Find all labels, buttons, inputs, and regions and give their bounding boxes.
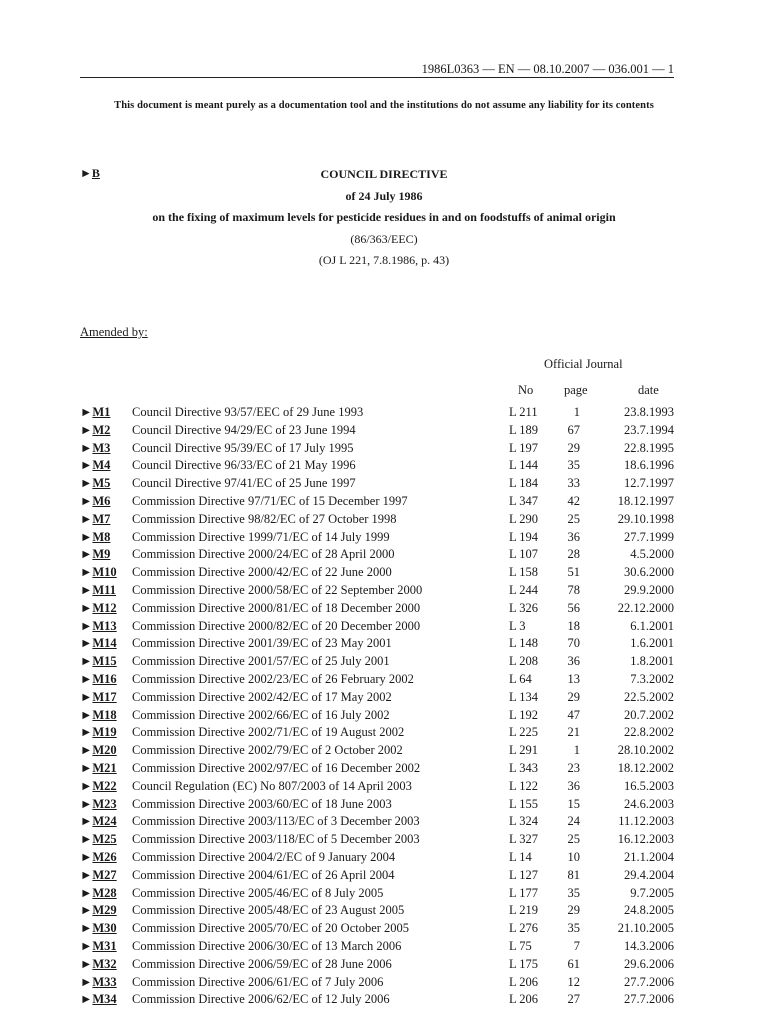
column-header-no: No (518, 383, 534, 397)
oj-page: 29 (567, 689, 580, 704)
oj-number: L 290 (509, 511, 539, 526)
oj-page: 35 (567, 921, 580, 936)
oj-date: 18.12.1997 (617, 493, 674, 508)
table-row (0, 511, 768, 529)
marker-arrow-icon: ► (80, 547, 93, 562)
oj-date: 6.1.2001 (630, 618, 674, 633)
amending-act: Commission Directive 2002/79/EC of 2 October 2002 (132, 743, 403, 758)
oj-date: 22.5.2002 (624, 689, 674, 704)
amending-act: Commission Directive 2000/24/EC of 28 April 2000 (132, 547, 395, 562)
table-row (0, 564, 768, 582)
amendment-code: M11 (92, 582, 116, 597)
oj-page: 51 (567, 565, 580, 580)
oj-page: 36 (567, 778, 580, 793)
amendment-marker-link[interactable] (80, 938, 117, 956)
table-row (0, 796, 768, 814)
amending-act: Commission Directive 2001/57/EC of 25 July 2001 (132, 654, 390, 669)
amendment-code: M6 (92, 493, 111, 508)
column-header-page: page (564, 383, 588, 397)
amendment-code: M26 (92, 849, 117, 864)
amendment-code: M17 (92, 689, 117, 704)
amending-act: Commission Directive 1999/71/EC of 14 July 1999 (132, 529, 390, 544)
amendment-code: M21 (92, 760, 117, 775)
amendment-marker-link[interactable] (80, 902, 117, 920)
marker-arrow-icon: ► (80, 974, 93, 989)
marker-arrow-icon: ► (80, 405, 93, 419)
act-oj-reference: (OJ L 221, 7.8.1986, p. 43) (318, 253, 450, 267)
table-row (0, 707, 768, 725)
table-row (0, 885, 768, 903)
amending-act: Commission Directive 2006/62/EC of 12 July 2006 (132, 992, 390, 1007)
table-row (0, 404, 768, 422)
oj-number: L 177 (509, 885, 539, 900)
oj-page: 25 (567, 511, 580, 526)
amendment-marker-link[interactable] (80, 653, 117, 671)
oj-page: 70 (567, 636, 580, 651)
amendment-code: M7 (92, 511, 111, 526)
oj-number: L 206 (509, 974, 539, 989)
amending-act: Commission Directive 2006/30/EC of 13 March 2006 (132, 938, 402, 953)
amending-act: Commission Directive 2002/42/EC of 17 May 2002 (132, 689, 392, 704)
table-row (0, 991, 768, 1009)
oj-date: 4.5.2000 (630, 547, 674, 562)
table-row (0, 671, 768, 689)
oj-number: L 326 (509, 600, 539, 615)
oj-date: 29.10.1998 (617, 511, 674, 526)
oj-page: 10 (567, 849, 580, 864)
amendment-code: M13 (92, 618, 117, 633)
table-row (0, 618, 768, 636)
oj-page: 1 (573, 405, 580, 419)
oj-date: 16.12.2003 (617, 832, 674, 847)
marker-arrow-icon: ► (80, 903, 93, 918)
oj-date: 30.6.2000 (624, 565, 674, 580)
oj-date: 29.9.2000 (624, 582, 674, 597)
amending-act: Council Directive 93/57/EEC of 29 June 1993 (132, 405, 364, 419)
oj-date: 27.7.1999 (624, 529, 674, 544)
act-type: COUNCIL DIRECTIVE (320, 167, 448, 181)
oj-page: 21 (567, 725, 580, 740)
amending-act: Commission Directive 2001/39/EC of 23 May 2001 (132, 636, 392, 651)
amending-act: Commission Directive 2006/61/EC of 7 July 2006 (132, 974, 384, 989)
oj-page: 28 (567, 547, 580, 562)
amendment-marker-link[interactable] (80, 991, 117, 1009)
amendment-marker-link[interactable] (80, 974, 117, 992)
document-reference: 1986L0363 — EN — 08.10.2007 — 036.001 — 1 (421, 62, 674, 76)
table-row (0, 831, 768, 849)
oj-number: L 276 (509, 921, 539, 936)
amending-act: Commission Directive 2003/118/EC of 5 December 2003 (132, 832, 420, 847)
marker-arrow-icon: ► (80, 166, 92, 180)
amendment-code: M9 (92, 547, 111, 562)
oj-date: 18.12.2002 (617, 760, 674, 775)
marker-arrow-icon: ► (80, 689, 93, 704)
table-row (0, 582, 768, 600)
marker-arrow-icon: ► (80, 760, 93, 775)
amendment-marker-link[interactable] (80, 956, 117, 974)
table-row (0, 742, 768, 760)
amendment-code: M30 (92, 921, 117, 936)
oj-page: 35 (567, 885, 580, 900)
marker-arrow-icon: ► (80, 636, 93, 651)
oj-number: L 189 (509, 422, 539, 437)
oj-number: L 155 (509, 796, 539, 811)
amendment-marker-link[interactable] (80, 831, 117, 849)
amendment-marker-link[interactable] (80, 742, 117, 760)
amendment-code: M31 (92, 938, 117, 953)
table-row (0, 422, 768, 440)
oj-date: 27.7.2006 (624, 974, 674, 989)
oj-number: L 324 (509, 814, 539, 829)
marker-arrow-icon: ► (80, 778, 93, 793)
marker-arrow-icon: ► (80, 921, 93, 936)
amendment-marker-link[interactable] (80, 440, 110, 458)
header-divider (80, 77, 674, 78)
amendment-code: M20 (92, 743, 117, 758)
oj-date: 29.6.2006 (624, 956, 674, 971)
amendment-marker-link[interactable] (80, 511, 110, 529)
oj-number: L 75 (509, 938, 532, 953)
table-row (0, 724, 768, 742)
marker-arrow-icon: ► (80, 671, 93, 686)
oj-date: 28.10.2002 (617, 743, 674, 758)
amending-act: Commission Directive 98/82/EC of 27 October 1998 (132, 511, 397, 526)
oj-date: 12.7.1997 (624, 476, 674, 491)
amending-act: Commission Directive 2005/48/EC of 23 August 2005 (132, 903, 405, 918)
amendment-marker-link[interactable] (80, 582, 116, 600)
amendment-marker-link[interactable] (80, 920, 117, 938)
amendment-marker-link[interactable] (80, 422, 110, 440)
table-row (0, 938, 768, 956)
oj-number: L 192 (509, 707, 539, 722)
amending-act: Commission Directive 2000/82/EC of 20 December 2000 (132, 618, 421, 633)
amendment-marker-link[interactable] (80, 707, 117, 725)
amendment-marker-link[interactable] (80, 564, 117, 582)
oj-date: 24.8.2005 (624, 903, 674, 918)
act-subject: on the fixing of maximum levels for pesticide residues in and on foodstuffs of animal origin (152, 210, 616, 224)
amendment-marker-link[interactable] (80, 404, 110, 422)
oj-date: 27.7.2006 (624, 992, 674, 1007)
oj-number: L 134 (509, 689, 539, 704)
amendment-marker-link[interactable] (80, 796, 117, 814)
oj-date: 7.3.2002 (630, 671, 674, 686)
table-row (0, 546, 768, 564)
amendment-marker-link[interactable] (80, 689, 117, 707)
amending-act: Commission Directive 2003/60/EC of 18 June 2003 (132, 796, 392, 811)
amendment-code: M14 (92, 636, 117, 651)
oj-date: 9.7.2005 (630, 885, 674, 900)
oj-number: L 343 (509, 760, 539, 775)
amending-act: Commission Directive 2002/66/EC of 16 July 2002 (132, 707, 390, 722)
amending-act: Commission Directive 2003/113/EC of 3 December 2003 (132, 814, 420, 829)
oj-date: 23.7.1994 (624, 422, 674, 437)
oj-page: 36 (567, 529, 580, 544)
marker-code: B (91, 166, 100, 180)
table-row (0, 778, 768, 796)
amending-act: Commission Directive 2006/59/EC of 28 June 2006 (132, 956, 392, 971)
marker-arrow-icon: ► (80, 938, 93, 953)
oj-number: L 14 (509, 849, 532, 864)
amendment-code: M27 (92, 867, 117, 882)
oj-number: L 211 (509, 405, 538, 419)
marker-arrow-icon: ► (80, 956, 93, 971)
table-row (0, 493, 768, 511)
amendment-code: M8 (92, 529, 111, 544)
amendment-marker-link[interactable] (80, 457, 110, 475)
amendment-marker-link[interactable] (80, 867, 117, 885)
amendment-code: M5 (92, 476, 111, 491)
oj-page: 1 (573, 743, 580, 758)
table-row (0, 920, 768, 938)
table-row (0, 974, 768, 992)
amendment-marker-link[interactable] (80, 546, 110, 564)
oj-number: L 122 (509, 778, 539, 793)
marker-arrow-icon: ► (80, 600, 93, 615)
amending-act: Commission Directive 2000/58/EC of 22 September 2000 (132, 582, 423, 597)
oj-number: L 291 (509, 743, 539, 758)
marker-arrow-icon: ► (80, 832, 93, 847)
oj-page: 67 (567, 422, 580, 437)
oj-page: 47 (567, 707, 580, 722)
oj-page: 23 (567, 760, 580, 775)
amending-act: Commission Directive 2002/71/EC of 19 August 2002 (132, 725, 405, 740)
amending-act: Council Regulation (EC) No 807/2003 of 14 April 2003 (132, 778, 412, 793)
oj-page: 33 (567, 476, 580, 491)
oj-date: 21.10.2005 (617, 921, 674, 936)
oj-page: 25 (567, 832, 580, 847)
amendment-code: M3 (92, 440, 111, 455)
amendment-code: M29 (92, 903, 117, 918)
amendment-code: M34 (92, 992, 117, 1007)
oj-date: 21.1.2004 (624, 849, 674, 864)
oj-number: L 327 (509, 832, 539, 847)
marker-arrow-icon: ► (80, 867, 93, 882)
amendment-code: M15 (92, 654, 117, 669)
oj-page: 78 (567, 582, 580, 597)
marker-arrow-icon: ► (80, 493, 93, 508)
marker-arrow-icon: ► (80, 565, 93, 580)
oj-date: 23.8.1993 (624, 405, 674, 419)
amendment-marker-link[interactable] (80, 671, 117, 689)
amending-act: Commission Directive 2002/97/EC of 16 December 2002 (132, 760, 421, 775)
amendment-marker-link[interactable] (80, 885, 117, 903)
disclaimer: This document is meant purely as a documentation tool and the institutions do not assume any liability for its contents (114, 100, 654, 111)
official-journal-heading: Official Journal (544, 357, 623, 371)
amendment-marker-link[interactable] (80, 600, 117, 618)
amending-act: Commission Directive 2002/23/EC of 26 February 2002 (132, 671, 414, 686)
oj-page: 35 (567, 458, 580, 473)
oj-number: L 225 (509, 725, 539, 740)
amendment-code: M25 (92, 832, 117, 847)
oj-number: L 158 (509, 565, 539, 580)
amendment-code: M2 (92, 422, 111, 437)
amending-act: Commission Directive 97/71/EC of 15 December 1997 (132, 493, 408, 508)
oj-number: L 206 (509, 992, 539, 1007)
marker-arrow-icon: ► (80, 796, 93, 811)
table-row (0, 653, 768, 671)
oj-page: 24 (567, 814, 580, 829)
table-row (0, 689, 768, 707)
marker-arrow-icon: ► (80, 440, 93, 455)
oj-page: 36 (567, 654, 580, 669)
amendment-code: M12 (92, 600, 117, 615)
oj-number: L 347 (509, 493, 539, 508)
marker-arrow-icon: ► (80, 458, 93, 473)
amending-act: Commission Directive 2004/61/EC of 26 April 2004 (132, 867, 395, 882)
table-row (0, 440, 768, 458)
amendment-code: M16 (92, 671, 117, 686)
column-header-date: date (638, 383, 659, 397)
amending-act: Commission Directive 2005/70/EC of 20 October 2005 (132, 921, 410, 936)
amending-act: Commission Directive 2004/2/EC of 9 January 2004 (132, 849, 396, 864)
amendment-code: M18 (92, 707, 117, 722)
oj-page: 15 (567, 796, 580, 811)
oj-page: 29 (567, 440, 580, 455)
amendment-code: M10 (92, 565, 117, 580)
oj-number: L 194 (509, 529, 539, 544)
amending-act: Council Directive 97/41/EC of 25 June 1997 (132, 476, 356, 491)
oj-date: 20.7.2002 (624, 707, 674, 722)
marker-arrow-icon: ► (80, 422, 93, 437)
marker-arrow-icon: ► (80, 814, 93, 829)
oj-page: 27 (567, 992, 580, 1007)
oj-date: 22.8.1995 (624, 440, 674, 455)
oj-page: 13 (567, 671, 580, 686)
oj-date: 1.6.2001 (630, 636, 674, 651)
marker-arrow-icon: ► (80, 654, 93, 669)
table-row (0, 849, 768, 867)
marker-arrow-icon: ► (80, 476, 93, 491)
amendment-code: M23 (92, 796, 117, 811)
oj-number: L 148 (509, 636, 539, 651)
amendment-code: M24 (92, 814, 117, 829)
marker-arrow-icon: ► (80, 511, 93, 526)
oj-number: L 107 (509, 547, 539, 562)
oj-number: L 197 (509, 440, 539, 455)
oj-date: 18.6.1996 (624, 458, 674, 473)
amending-act: Commission Directive 2005/46/EC of 8 July 2005 (132, 885, 384, 900)
amendment-code: M19 (92, 725, 117, 740)
marker-arrow-icon: ► (80, 743, 93, 758)
amending-act: Commission Directive 2000/81/EC of 18 December 2000 (132, 600, 421, 615)
oj-page: 56 (567, 600, 580, 615)
marker-arrow-icon: ► (80, 582, 93, 597)
amendment-marker-link[interactable] (80, 760, 117, 778)
oj-number: L 64 (509, 671, 532, 686)
amendment-code: M4 (92, 458, 111, 473)
oj-page: 29 (567, 903, 580, 918)
oj-date: 16.5.2003 (624, 778, 674, 793)
amendment-marker-link[interactable] (80, 813, 117, 831)
amendment-marker-link[interactable] (80, 475, 110, 493)
marker-arrow-icon: ► (80, 885, 93, 900)
amendments-table (0, 404, 768, 1009)
act-number: (86/363/EEC) (350, 231, 418, 246)
amendment-code: M33 (92, 974, 117, 989)
oj-page: 12 (567, 974, 580, 989)
amendment-marker-link[interactable] (80, 529, 110, 547)
oj-page: 42 (567, 493, 580, 508)
table-row (0, 813, 768, 831)
oj-date: 22.8.2002 (624, 725, 674, 740)
amendment-code: M28 (92, 885, 117, 900)
oj-date: 11.12.2003 (618, 814, 674, 829)
oj-number: L 144 (509, 458, 539, 473)
oj-page: 81 (567, 867, 580, 882)
marker-arrow-icon: ► (80, 707, 93, 722)
marker-arrow-icon: ► (80, 992, 93, 1007)
oj-date: 22.12.2000 (617, 600, 674, 615)
table-row (0, 635, 768, 653)
oj-number: L 219 (509, 903, 539, 918)
table-row (0, 529, 768, 547)
oj-number: L 244 (509, 582, 539, 597)
amending-act: Council Directive 95/39/EC of 17 July 1995 (132, 440, 354, 455)
marker-arrow-icon: ► (80, 618, 93, 633)
amending-act: Council Directive 94/29/EC of 23 June 1994 (132, 422, 356, 437)
table-row (0, 760, 768, 778)
table-row (0, 600, 768, 618)
oj-page: 7 (573, 938, 580, 953)
table-row (0, 867, 768, 885)
act-date: of 24 July 1986 (345, 188, 423, 203)
oj-date: 24.6.2003 (624, 796, 674, 811)
marker-arrow-icon: ► (80, 725, 93, 740)
oj-page: 61 (567, 956, 580, 971)
marker-arrow-icon: ► (80, 849, 93, 864)
amendment-marker-link[interactable] (80, 618, 117, 636)
oj-number: L 175 (509, 956, 539, 971)
amendment-marker-link[interactable] (80, 635, 117, 653)
table-row (0, 902, 768, 920)
act-title-block (0, 166, 768, 274)
amending-act: Commission Directive 2000/42/EC of 22 June 2000 (132, 565, 392, 580)
amendment-code: M32 (92, 956, 117, 971)
oj-date: 1.8.2001 (630, 654, 674, 669)
oj-number: L 208 (509, 654, 539, 669)
oj-number: L 127 (509, 867, 539, 882)
table-row (0, 475, 768, 493)
amendment-code: M22 (92, 778, 117, 793)
amendment-marker-link[interactable] (80, 849, 117, 867)
amending-act: Council Directive 96/33/EC of 21 May 1996 (132, 458, 356, 473)
amendment-marker-link[interactable] (80, 724, 117, 742)
marker-arrow-icon: ► (80, 529, 93, 544)
oj-number: L 184 (509, 476, 539, 491)
amendment-marker-link[interactable] (80, 493, 110, 511)
table-row (0, 457, 768, 475)
oj-number: L 3 (509, 618, 526, 633)
amended-by-heading: Amended by: (80, 325, 148, 339)
table-row (0, 956, 768, 974)
oj-date: 14.3.2006 (624, 938, 674, 953)
amendment-code: M1 (92, 405, 111, 419)
oj-date: 29.4.2004 (624, 867, 674, 882)
oj-page: 18 (567, 618, 580, 633)
amendment-marker-link[interactable] (80, 778, 117, 796)
